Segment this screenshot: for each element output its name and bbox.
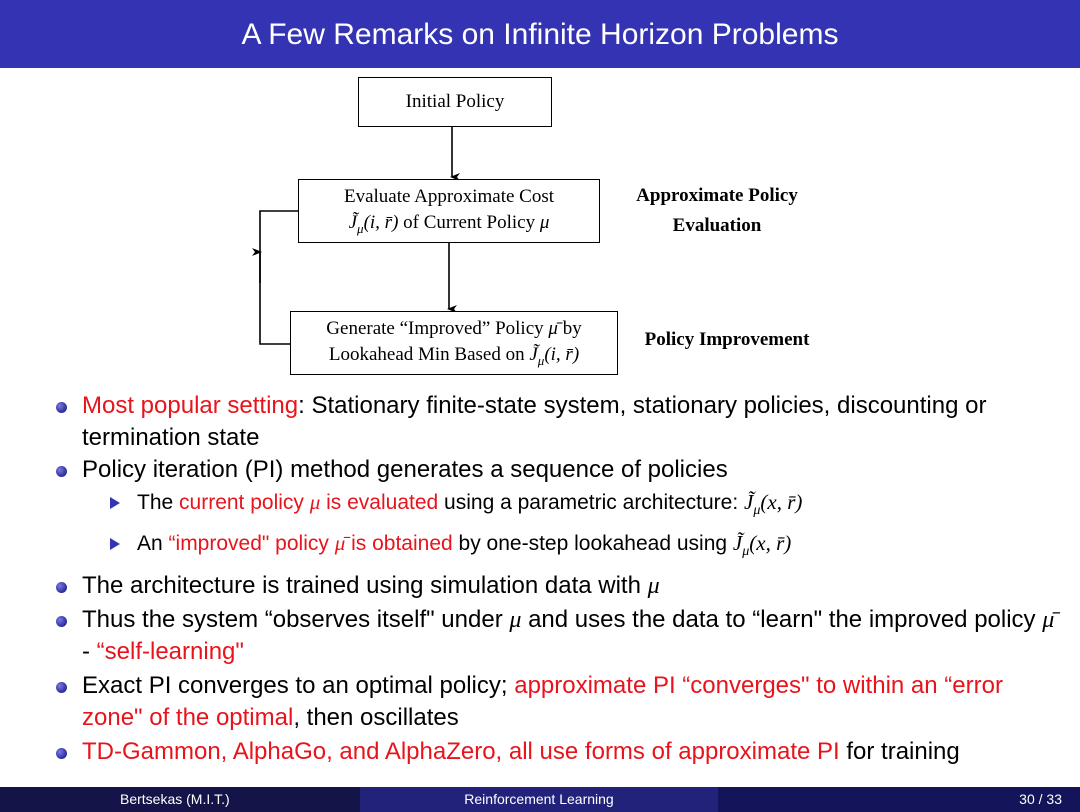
bullet-icon	[56, 582, 67, 593]
bullet-icon	[56, 682, 67, 693]
triangle-bullet-icon	[110, 538, 120, 550]
improve-line2: Lookahead Min Based on $J̃_\mu(i$, r̄)	[328, 344, 580, 368]
slide-footer	[0, 787, 1080, 812]
sub-bullet-item: The current policy μ is evaluated using a parametric architecture: $J̃_\mu(x$, r̄)	[0, 486, 1080, 527]
bullet-item: TD-Gammon, AlphaGo, and AlphaZero, all use forms of approximate PI for training	[0, 736, 1080, 768]
bullet-item: Exact PI converges to an optimal policy; approximate PI “converges" to within an “error zone" of the optimal, then oscillates	[0, 670, 1080, 734]
bullet-icon	[56, 748, 67, 759]
evaluate-cost-box	[298, 179, 600, 243]
bullet-item: The architecture is trained using simulation data with μ	[0, 570, 1080, 602]
bullet-icon	[56, 616, 67, 627]
footer-page-number: 30 / 33	[718, 787, 1080, 812]
triangle-bullet-icon	[110, 497, 120, 509]
bullet-icon	[56, 466, 67, 477]
footer-author: Bertsekas (M.I.T.)	[0, 787, 360, 812]
improve-policy-box	[290, 311, 618, 375]
initial-policy-box	[358, 77, 552, 127]
bullet-item: Thus the system “observes itself" under μ and uses the data to “learn" the improved policy μ̄ - “self-learning"	[0, 604, 1080, 668]
improve-line1: Generate “Improved” Policy μ̄ by	[326, 318, 582, 339]
policy-improvement-label: Policy Improvement	[644, 329, 810, 350]
bullet-icon	[56, 402, 67, 413]
bullet-item: Policy iteration (PI) method generates a sequence of policies	[0, 454, 1080, 486]
bullet-list	[0, 390, 1080, 768]
evaluate-line1: Evaluate Approximate Cost	[343, 186, 554, 207]
sub-bullet-item: An “improved" policy μ̄ is obtained by one-step lookahead using $J̃_\mu(x$, r̄)	[0, 527, 1080, 568]
initial-policy-label: Initial Policy	[405, 91, 505, 112]
bullet-item: Most popular setting: Stationary finite-state system, stationary policies, discounting or termination state	[0, 390, 1080, 454]
footer-course: Reinforcement Learning	[360, 787, 718, 812]
approx-policy-evaluation-label: Approximate Policy Evaluation	[636, 185, 798, 236]
slide-title: A Few Remarks on Infinite Horizon Problems	[0, 0, 1080, 68]
policy-iteration-diagram	[0, 68, 1080, 388]
evaluate-line2: $J̃_\mu(i$, r̄) of Current Policy μ	[348, 212, 550, 236]
